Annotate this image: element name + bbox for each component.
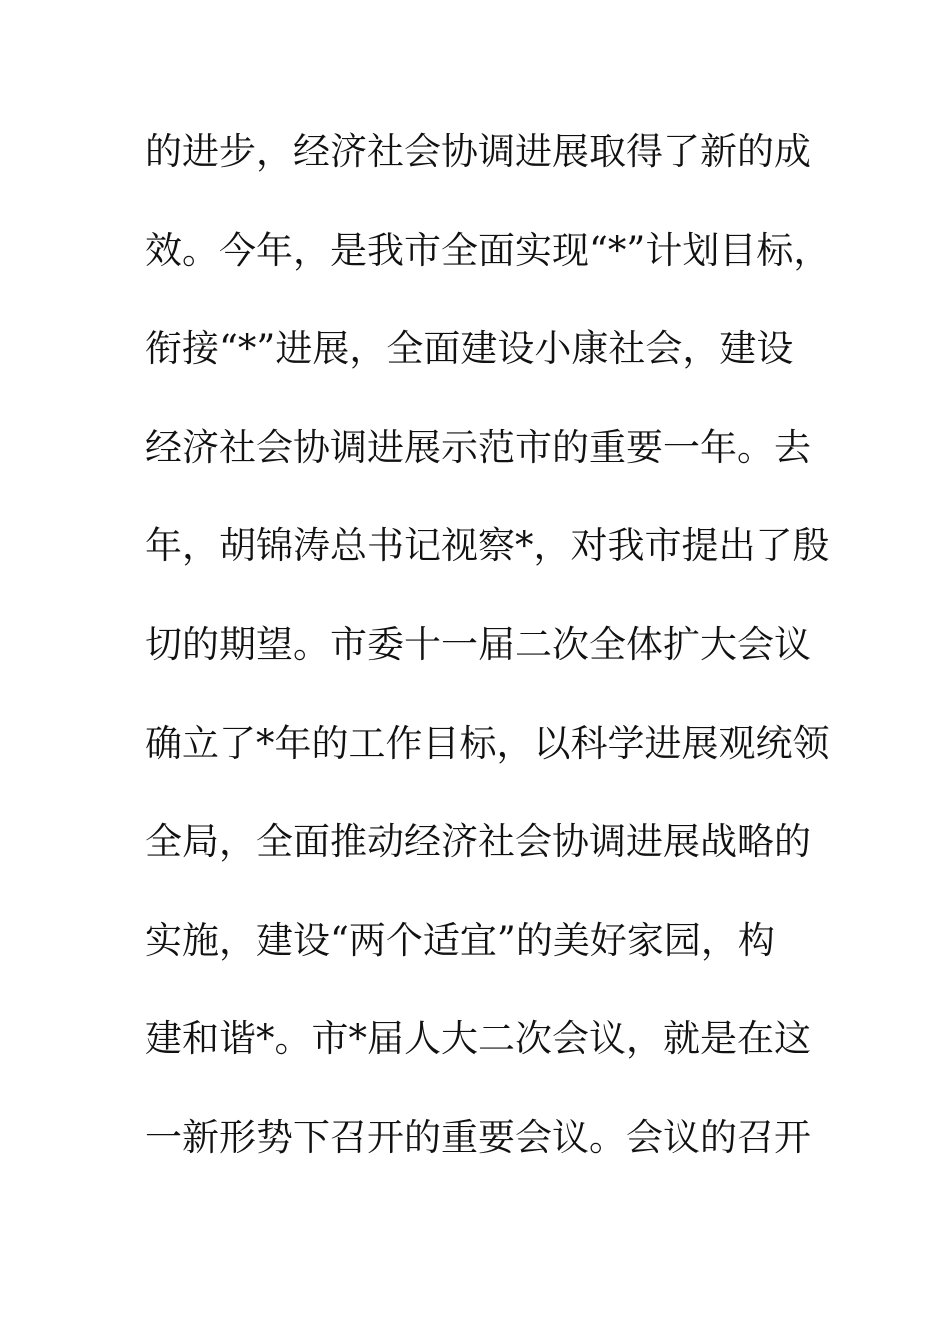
text-line-6: 切的期望。市委十一届二次全体扩大会议 bbox=[145, 622, 811, 666]
text-line-10: 建和谐*。市*届人大二次会议，就是在这 bbox=[145, 1017, 811, 1061]
text-line-3: 衔接“*”进展，全面建设小康社会，建设 bbox=[145, 327, 794, 371]
text-line-7: 确立了*年的工作目标，以科学进展观统领 bbox=[145, 721, 830, 765]
text-line-1: 的进步，经济社会协调进展取得了新的成 bbox=[145, 130, 811, 173]
text-line-9: 实施，建设“两个适宜”的美好家园，构 bbox=[145, 918, 775, 962]
text-line-5: 年，胡锦涛总书记视察*，对我市提出了殷 bbox=[145, 524, 830, 568]
text-line-2: 效。今年，是我市全面实现“*”计划目标， bbox=[145, 228, 831, 272]
text-line-8: 全局，全面推动经济社会协调进展战略的 bbox=[145, 820, 811, 864]
text-line-4: 经济社会协调进展示范市的重要一年。去 bbox=[145, 425, 811, 469]
body-text bbox=[145, 127, 831, 1212]
text-line-11: 一新形势下召开的重要会议。会议的召开 bbox=[145, 1115, 811, 1159]
